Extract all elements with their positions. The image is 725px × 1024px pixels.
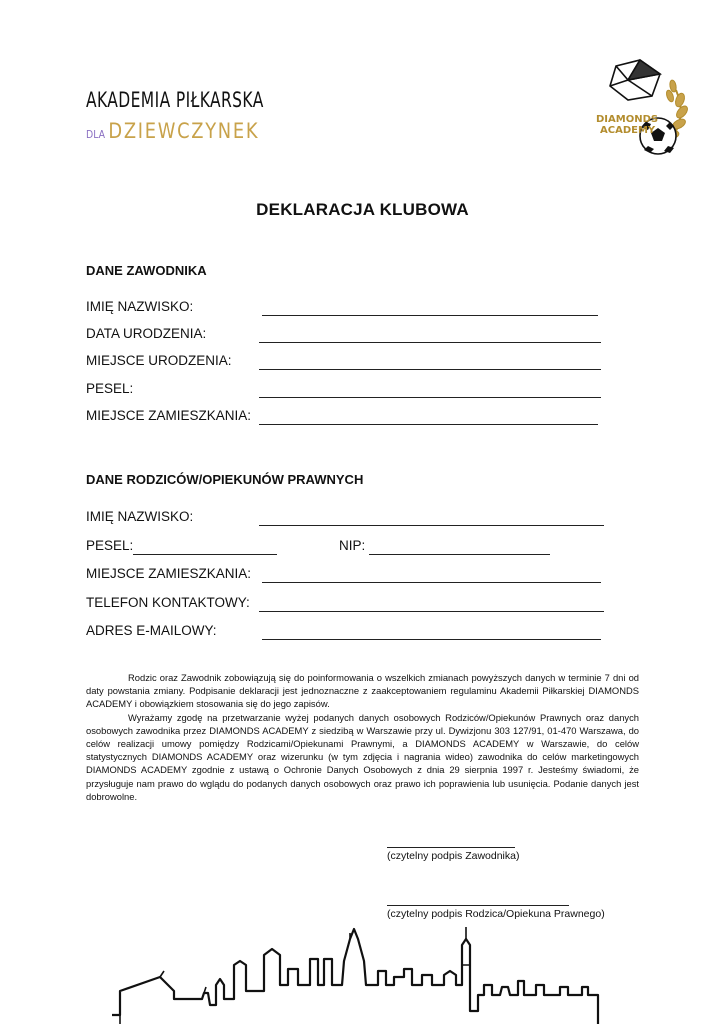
diamond-icon [610, 60, 660, 100]
parent-nip-label: NIP: [339, 538, 366, 553]
parents-section-heading: DANE RODZICÓW/OPIEKUNÓW PRAWNYCH [86, 472, 364, 487]
parent-pesel-field[interactable] [133, 554, 277, 555]
player-signature-line[interactable] [387, 847, 515, 848]
parent-name-field[interactable] [259, 525, 604, 526]
diamonds-academy-logo [588, 56, 692, 160]
document-title: DEKLARACJA KLUBOWA [256, 200, 469, 219]
parent-signature-caption: (czytelny podpis Rodzica/Opiekuna Prawnego) [387, 908, 605, 920]
logo-text-diamonds: DIAMONDS [596, 114, 659, 125]
player-pesel-label: PESEL: [86, 381, 134, 396]
wordmark-dla: DLA [86, 128, 106, 141]
wordmark-line-1: AKADEMIA PIŁKARSKA [86, 88, 264, 112]
player-pesel-field[interactable] [259, 397, 601, 398]
parent-nip-field[interactable] [369, 554, 550, 555]
parent-name-label: IMIĘ NAZWISKO: [86, 509, 194, 524]
player-name-field[interactable] [262, 315, 598, 316]
player-address-field[interactable] [259, 424, 598, 425]
player-birthplace-label: MIEJSCE URODZENIA: [86, 353, 232, 368]
wordmark-dziewczynek: DZIEWCZYNEK [108, 119, 260, 143]
wordmark-line-2 [86, 119, 259, 143]
academy-wordmark [86, 88, 303, 143]
parent-address-field[interactable] [262, 582, 601, 583]
logo-text-academy: ACADEMY [600, 125, 656, 136]
declaration-text [86, 671, 639, 803]
player-section-heading: DANE ZAWODNIKA [86, 263, 207, 278]
player-address-label: MIEJSCE ZAMIESZKANIA: [86, 408, 252, 423]
declaration-paragraph-1: Rodzic oraz Zawodnik zobowiązują się do poinformowania o wszelkich zmianach powyższych danych w terminie 7 dni od daty powstania zmiany. Podpisanie deklaracji jest jednoznaczne z zaakceptowaniem regulaminu Akademii Piłkarskiej DIAMONDS ACADEMY i obowiązkiem stosowania się do jego zapisów. [86, 672, 639, 710]
parent-address-label: MIEJSCE ZAMIESZKANIA: [86, 566, 252, 581]
player-name-label: IMIĘ NAZWISKO: [86, 299, 194, 314]
declaration-paragraph-2: Wyrażamy zgodę na przetwarzanie wyżej podanych danych osobowych Rodziców/Opiekunów Prawnych oraz danych osobowych zawodnika przez DIAMONDS ACADEMY z siedzibą w Warszawie przy ul. Dywizjonu 303 127/91, 01-470 Warszawa, do celów realizacji umowy pomiędzy Rodzicami/Opiekunami Prawnymi, a DIAMONDS ACADEMY w Warszawie, do celów statystycznych DIAMONDS ACADEMY oraz wizerunku (w tym zdjęcia i nagrania wideo) zawodnika do celów marketingowych DIAMONDS ACADEMY zgodnie z ustawą o Ochronie Danych Osobowych z dnia 29 sierpnia 1997 r. Jesteśmy świadomi, że przysługuje nam prawo do wglądu do podanych danych osobowych oraz prawo ich poprawienia lub usunięcia. Podanie danych jest dobrowolne. [86, 711, 639, 802]
player-birthplace-field[interactable] [259, 369, 601, 370]
player-birthdate-label: DATA URODZENIA: [86, 326, 207, 341]
parent-phone-label: TELEFON KONTAKTOWY: [86, 595, 250, 610]
player-birthdate-field[interactable] [259, 342, 601, 343]
parent-pesel-label: PESEL: [86, 538, 134, 553]
player-signature-caption: (czytelny podpis Zawodnika) [387, 850, 520, 862]
parent-email-field[interactable] [262, 639, 601, 640]
parent-phone-field[interactable] [259, 611, 604, 612]
parent-email-label: ADRES E-MAILOWY: [86, 623, 217, 638]
warsaw-skyline-icon [112, 925, 612, 1024]
parent-signature-line[interactable] [387, 905, 569, 906]
